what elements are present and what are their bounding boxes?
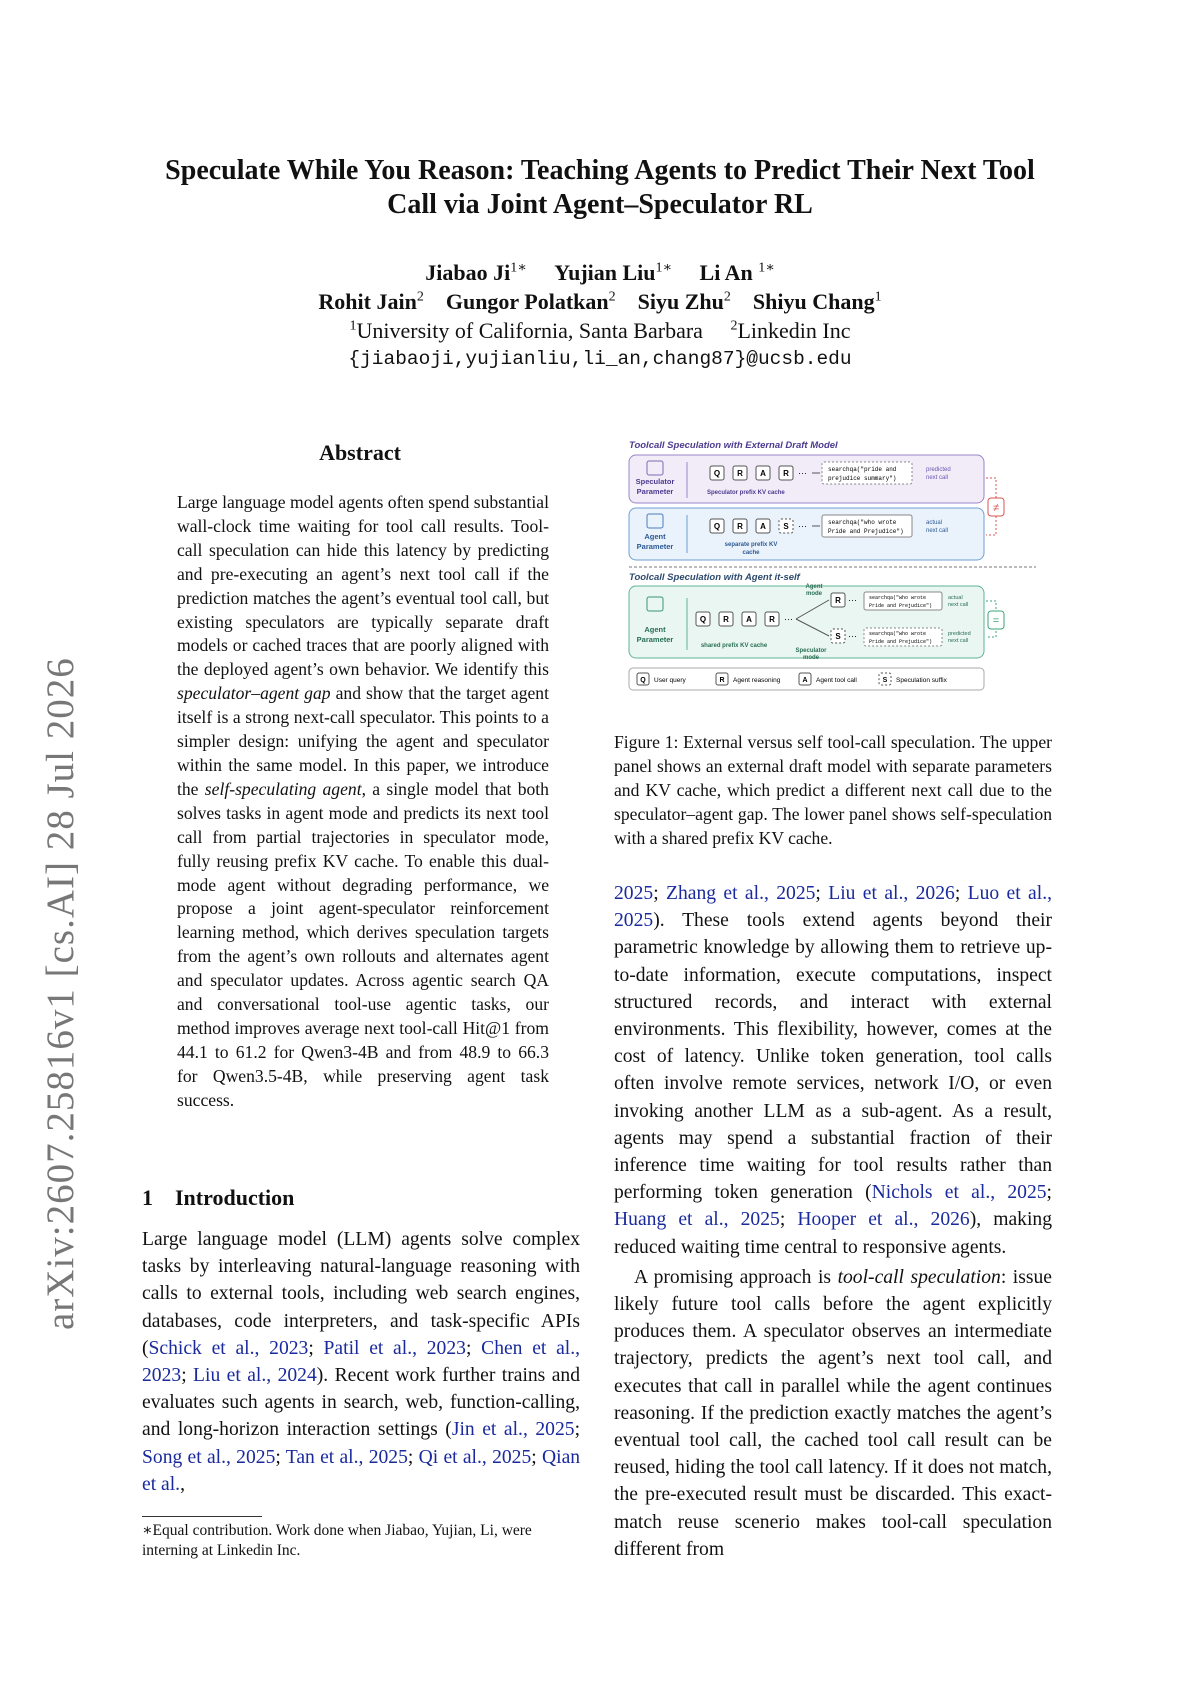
author-name: Jiabao Ji (425, 260, 511, 285)
citation-link[interactable]: Liu et al., 2026 (828, 883, 955, 904)
abstract-text: and show that the target agent itself is a strong next-call speculator. This points to a simpler design: unifying the agent and speculator within the same model. In this paper, we introduce the (177, 683, 549, 799)
svg-text:next call: next call (948, 638, 969, 644)
abstract-body (177, 491, 549, 1113)
section-heading (142, 1185, 294, 1211)
svg-text:separate prefix KV: separate prefix KV (724, 542, 778, 548)
arxiv-identifier: arXiv:2607.25816v1 [cs.AI] 28 Jul 2026 (39, 657, 82, 1330)
svg-text:predicted: predicted (926, 467, 951, 473)
svg-text:R: R (769, 615, 775, 624)
citation-link[interactable]: Hooper et al., 2026 (797, 1209, 970, 1231)
citation-link[interactable]: Luo et al., 2025 (614, 883, 1053, 932)
author-name: Yujian Liu (554, 260, 656, 285)
svg-text:cache: cache (742, 550, 760, 556)
title-line-2: Call via Joint Agent–Speculator RL (387, 189, 813, 220)
svg-text:Q: Q (640, 677, 646, 684)
body-emphasis: tool-call speculation (837, 1266, 1001, 1288)
svg-text:actual: actual (948, 595, 963, 601)
body-text: : issue likely future tool calls before the agent explicitly produces them. A speculator observes an intermediate trajectory, predicts the agent’s next tool call, and executes that call in parallel while the agent continues reasoning. If the prediction exactly matches the agent’s eventual tool call, the cached tool call result can be reused, hiding the tool call latency. If it does not match, the pre-executed result must be discarded. This exact-match reuse scenerio makes tool-call speculation different from (614, 1266, 1052, 1560)
svg-text:Pride and Prejudice"): Pride and Prejudice") (869, 639, 933, 645)
citation-link[interactable]: Song et al., 2025 (142, 1446, 276, 1468)
author-mark: 2 (608, 289, 616, 305)
affiliation-name: University of California, Santa Barbara (356, 318, 703, 343)
svg-text:mode: mode (805, 591, 823, 597)
abstract-text: , a single model that both solves tasks in agent mode and predicts its next tool call from partial trajectories in speculator mode, fully reusing prefix KV cache. To enable this dual-mode agent without degrading performance, we propose a joint agent-speculator reinforcement learning method, which derives speculation targets from the agent’s own rollouts and alternates agent and speculator updates. Across agentic search QA and conversational tool-use agentic tasks, our method improves average next tool-call Hit@1 from 44.1 to 61.2 for Qwen3-4B and from 48.9 to 66.3 for Qwen3.5-4B, while preserving agent task success. (177, 778, 549, 1110)
svg-text:Parameter: Parameter (636, 635, 674, 644)
citation-link[interactable]: Chen et al., 2023 (142, 1337, 581, 1387)
author-line-2 (140, 287, 1060, 316)
affiliation-mark: 2 (730, 318, 738, 334)
svg-text:···: ··· (848, 595, 857, 605)
author-mark: 1∗ (510, 260, 527, 276)
svg-text:shared prefix KV cache: shared prefix KV cache (700, 643, 768, 649)
author-mark: 2 (723, 289, 731, 305)
svg-text:R: R (737, 522, 743, 531)
svg-text:Q: Q (699, 615, 707, 624)
citation-link[interactable]: Jin et al., 2025 (451, 1419, 575, 1441)
author-name: Gungor Polatkan (445, 289, 609, 314)
svg-text:≠: ≠ (992, 502, 1000, 514)
author-line-1 (140, 258, 1060, 287)
author-email[interactable]: {jiabaoji,yujianliu,li_an,chang87}@ucsb.edu (348, 348, 852, 370)
svg-text:R: R (719, 677, 725, 684)
svg-text:Agent tool call: Agent tool call (816, 677, 857, 684)
title-line-1: Speculate While You Reason: Teaching Agents to Predict Their Next Tool (165, 155, 1035, 186)
abstract-text: Large language model agents often spend substantial wall-clock time waiting for tool call results. Tool-call speculation can hide this latency by predicting and pre-executing an agent’s next tool call if the prediction matches the agent’s eventual tool call, but existing speculators are typically separate draft models or cached traces that are poorly aligned with the deployed agent’s own behavior. We identify this (177, 492, 549, 680)
svg-text:R: R (737, 469, 743, 478)
svg-text:Agent: Agent (644, 625, 666, 634)
svg-text:R: R (723, 615, 729, 624)
figure-top-title: Toolcall Speculation with External Draft Model (629, 440, 838, 451)
citation-link[interactable]: Tan et al., 2025 (285, 1446, 408, 1468)
svg-text:A: A (760, 522, 766, 531)
body-text: A promising approach is (634, 1266, 838, 1288)
svg-text:actual: actual (926, 520, 943, 526)
figure-caption: Figure 1: External versus self tool-call speculation. The upper panel shows an external draft model with separate parameters and KV cache, which predict a different next call due to the speculator–agent gap. The lower panel shows self-speculation with a shared prefix KV cache. (614, 732, 1052, 848)
intro-paragraph: Large language model (LLM) agents solve complex tasks by interleaving natural-language reasoning with calls to external tools, including web search engines, databases, code interpreters, and task-specific APIs (Schick et al., 2023; Patil et al., 2023; Chen et al., 2023; Liu et al., 2024). Recent work further trains and evaluates such agents in search, web, function-calling, and long-horizon interaction settings (Jin et al., 2025; Song et al., 2025; Tan et al., 2025; Qi et al., 2025; Qian et al., (142, 1229, 581, 1495)
svg-text:Parameter: Parameter (636, 542, 674, 551)
svg-text:Pride and Prejudice"): Pride and Prejudice") (828, 528, 904, 535)
paper-title (140, 154, 1060, 222)
author-name: Shiyu Chang (752, 289, 875, 314)
svg-text:R: R (835, 596, 841, 605)
svg-text:S: S (835, 632, 841, 641)
svg-text:A: A (746, 615, 752, 624)
citation-link[interactable]: Qi et al., 2025 (418, 1446, 532, 1468)
intro-text: ). Recent work further trains and evaluates such agents in search, web, function-calling, and long-horizon interaction settings ( (142, 1365, 581, 1441)
figure-bottom-title: Toolcall Speculation with Agent it-self (629, 572, 800, 583)
svg-text:next call: next call (926, 475, 949, 481)
author-mark: 1∗ (758, 260, 775, 276)
citation-link[interactable]: 2025 (614, 883, 654, 904)
author-mark: 1∗ (655, 260, 673, 276)
citation-link[interactable]: Huang et al., 2025 (614, 1209, 780, 1231)
svg-text:next call: next call (926, 528, 949, 534)
svg-text:Agent reasoning: Agent reasoning (733, 677, 781, 684)
section-title: Introduction (175, 1185, 295, 1210)
svg-text:Speculator: Speculator (795, 648, 827, 654)
author-name: Siyu Zhu (637, 289, 724, 314)
svg-text:···: ··· (798, 468, 807, 478)
svg-text:searchqa("pride and: searchqa("pride and (828, 466, 897, 473)
svg-text:Q: Q (713, 522, 721, 531)
affiliations (140, 316, 1060, 345)
intro-text: Large language model (LLM) agents solve complex tasks by interleaving natural-language reasoning with calls to external tools, including web search engines, databases, code interpreters, and task-specific APIs ( (142, 1229, 580, 1359)
figure-1 (624, 440, 1044, 715)
svg-text:···: ··· (848, 631, 857, 641)
svg-text:S: S (882, 677, 888, 684)
svg-text:searchqa("who wrote: searchqa("who wrote (869, 595, 927, 601)
svg-text:···: ··· (798, 521, 807, 531)
abstract-emphasis: self-speculating agent (204, 778, 362, 799)
svg-text:mode: mode (802, 655, 820, 661)
section-number: 1 (142, 1185, 153, 1210)
svg-text:···: ··· (784, 614, 793, 624)
svg-text:Pride and Prejudice"): Pride and Prejudice") (869, 603, 933, 609)
speculator-kv-label: Speculator prefix KV cache (707, 490, 785, 496)
svg-text:User query: User query (654, 677, 686, 684)
svg-text:=: = (992, 615, 1000, 627)
citation-link[interactable]: Liu et al., 2024 (193, 1365, 317, 1387)
agent-panel-external (629, 508, 984, 560)
author-mark: 2 (416, 289, 424, 305)
author-mark: 1 (874, 289, 882, 305)
citation-link[interactable]: Qian et al. (142, 1446, 581, 1495)
svg-text:R: R (783, 469, 789, 478)
svg-text:next call: next call (948, 602, 969, 608)
abstract-heading: Abstract (319, 440, 401, 465)
author-name: Rohit Jain (318, 289, 417, 314)
speculator-param-label: Parameter (636, 487, 674, 496)
svg-text:A: A (802, 677, 808, 684)
author-name: Li An (699, 260, 753, 285)
body-text: ). These tools extend agents beyond their parametric knowledge by allowing them to retrieve up-to-date information, execute computations, inspect structured records, and interact with external environments. This flexibility, however, comes at the cost of latency. Unlike token generation, tool calls often involve remote services, network I/O, or even invoking another LLM as a sub-agent. As a result, agents may spend a substantial fraction of their inference time waiting for tool results rather than performing token generation ( (614, 910, 1052, 1204)
svg-text:Agent: Agent (805, 584, 823, 590)
affiliation-mark: 1 (349, 318, 357, 334)
svg-text:S: S (783, 522, 789, 531)
svg-text:prejudice summary"): prejudice summary") (828, 475, 897, 482)
citation-link[interactable]: Schick et al., 2023 (148, 1337, 309, 1359)
citation-link[interactable]: Nichols et al., 2025 (871, 1182, 1047, 1204)
speculator-param-label: Speculator (635, 477, 675, 486)
citation-link[interactable]: Zhang et al., 2025 (666, 883, 816, 904)
footnote-rule (142, 1516, 262, 1517)
svg-text:A: A (760, 469, 766, 478)
citation-link[interactable]: Patil et al., 2023 (323, 1337, 466, 1359)
svg-text:Speculation suffix: Speculation suffix (896, 677, 947, 684)
body-text: ), making reduced waiting time central to responsive agents. (614, 1209, 1052, 1258)
affiliation-name: Linkedin Inc (737, 318, 851, 343)
svg-text:Agent: Agent (644, 532, 666, 541)
abstract-emphasis: speculator–agent gap (177, 683, 331, 704)
intro-right-column: 2025; Zhang et al., 2025; Liu et al., 2026; Luo et al., 2025). These tools extend agents beyond their parametric knowledge by allowing them to retrieve up-to-date information, execute computations, inspect structured records, and interact with external environments. This flexibility, however, comes at the cost of latency. Unlike token generation, tool calls often involve remote services, network I/O, or even invoking another LLM as a sub-agent. As a result, agents may spend a substantial fraction of their inference time waiting for tool results rather than performing token generation (Nichols et al., 2025; Huang et al., 2025; Hooper et al., 2026), making reduced waiting time central to responsive agents. A promising approach is tool-call speculation: issue likely future tool calls before the agent explicitly produces them. A speculator observes an intermediate trajectory, predicts the agent’s next tool call, and executes that call in parallel while the agent continues reasoning. If the prediction exactly matches the agent’s eventual tool call, the cached tool call result can be reused, hiding the tool call latency. If it does not match, the pre-executed result must be discarded. This exact-match reuse scenerio makes tool-call speculation different from (614, 883, 1053, 1560)
svg-text:predicted: predicted (948, 631, 971, 637)
footnote: ∗Equal contribution. Work done when Jiabao, Yujian, Li, were interning at Linkedin Inc. (142, 1522, 532, 1559)
svg-text:searchqa("who wrote: searchqa("who wrote (869, 631, 927, 637)
svg-text:searchqa("who wrote: searchqa("who wrote (828, 519, 897, 526)
svg-text:Q: Q (713, 469, 721, 478)
